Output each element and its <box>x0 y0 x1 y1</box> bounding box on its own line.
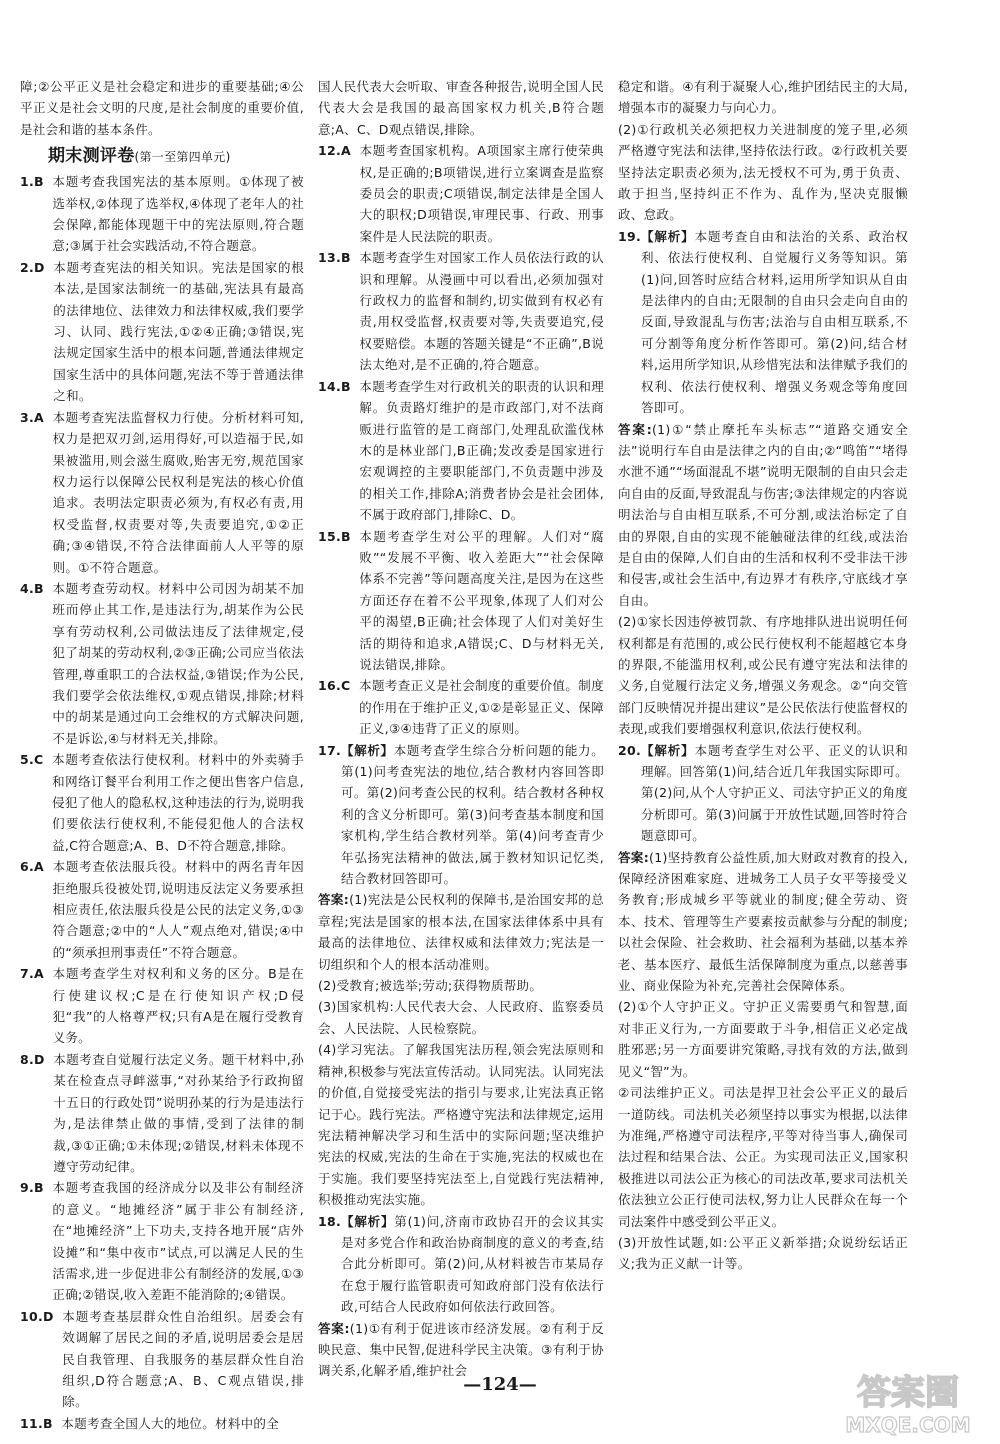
watermark-logo <box>828 1362 988 1438</box>
answer-paragraph: (3)开放性试题,如:公平正义新举措;众说纷纭话正义;我为正义献一计等。 <box>618 1234 908 1272</box>
question-19-answer <box>618 419 908 612</box>
question-number: 8. <box>20 1051 35 1067</box>
answer-label: 答案: <box>618 421 652 437</box>
choice-answer: A <box>34 966 45 982</box>
choice-answer: B <box>341 250 351 266</box>
question-number: 17. <box>318 742 342 758</box>
question-number: 12. <box>318 143 342 159</box>
question-number: 6. <box>20 859 35 875</box>
question-item <box>20 1306 304 1413</box>
question-number: 7. <box>20 966 35 982</box>
question-item <box>20 749 304 856</box>
choice-answer: C <box>34 752 44 768</box>
answer-text: (1)宪法是公民权利的保障书,是治国安邦的总章程;宪法是国家的根本法,在国家法律体系中具有最高的法律地位、法律权威和法律效力;宪法是一切组织和个人的根本活动准则。 <box>318 892 604 972</box>
question-item <box>20 407 304 578</box>
question-number: 18. <box>318 1213 342 1229</box>
analysis-text: 本题考查学生综合分析问题的能力。第(1)问考查宪法的地位,结合教材内容回答即可。第(2)问考查公民的权利。结合教材各种权利的含义分析即可。第(3)问考查基本制度和国家机构,学生结合教材列举。第(4)问考查青少年弘扬宪法精神的做法,属于教材知识记忆类,结合教材回答即可。 <box>341 742 604 887</box>
watermark-title: 答案圈 <box>857 1373 959 1413</box>
question-item <box>20 171 304 257</box>
answer-label: 答案: <box>618 849 650 865</box>
explanation-text: 本题考查学生对行政机关的职责的认识和理解。负责路灯维护的是市政部门,对不法商贩进行监管的是工商部门,处理乱砍滥伐林木的是林业部门,B正确;发改委是国家进行宏观调控的主要职能部门,不负责题中涉及的相关工作,排除A;消费者协会是社会团体,不属于政府部门,排除C、D。 <box>359 378 604 523</box>
right-intro: (2)①行政机关必须把权力关进制度的笼子里,必须严格遵守宪法和法律,坚持依法行政。②行政机关要坚持法定职责必须为,法无授权不可为,勇于负责、敢于担当,坚持纠正不作为、乱作为,坚决克服懒政、怠政。 <box>618 121 908 223</box>
analysis-tag: 【解析】 <box>341 1213 395 1229</box>
question-number: 3. <box>20 409 35 425</box>
question-number: 5. <box>20 752 35 768</box>
choice-answer: C <box>341 678 351 694</box>
choice-answer: D <box>34 1051 45 1067</box>
analysis-tag: 【解析】 <box>641 228 695 244</box>
answer-label: 答案: <box>318 892 350 908</box>
middle-intro: 国人民代表大会听取、审查各种报告,说明全国人民代表大会是我国的最高国家权力机关,B符合题意;A、C、D观点错误,排除。 <box>318 79 604 137</box>
choice-answer: A <box>341 143 352 159</box>
question-item <box>318 675 604 739</box>
question-item <box>318 526 604 676</box>
question-number: 10. <box>20 1308 44 1324</box>
left-items <box>20 171 304 1434</box>
question-number: 16. <box>318 678 342 694</box>
question-item <box>20 1413 304 1434</box>
explanation-text: 本题考查我国宪法的基本原则。①体现了被选举权,②体现了选举权,④体现了老年人的社会保障,都能体现题干中的宪法原则,符合题意;③属于社会实践活动,不符合题意。 <box>52 174 304 254</box>
explanation-text: 本题考查学生对国家工作人员依法行政的认识和理解。从漫画中可以看出,必须加强对行政权力的监督和制约,切实做到有权必有责,用权受监督,权责要对等,失责要追究,侵权要赔偿。本题的答题关键是“不正确”,B说法太绝对,是不正确的,符合题意。 <box>359 250 604 373</box>
explanation-text: 本题考查全国人大的地位。材料中的全 <box>61 1415 280 1431</box>
question-17-answer <box>318 889 604 975</box>
page-number: —124— <box>463 1374 537 1395</box>
question-17-analysis <box>318 740 604 890</box>
question-20-analysis <box>618 740 908 847</box>
question-item <box>20 1177 304 1305</box>
question-item <box>20 963 304 1049</box>
choice-answer: D <box>34 259 45 275</box>
question-19-analysis <box>618 226 908 419</box>
answer-paragraph: ②司法维护正义。司法是捍卫社会公平正义的最后一道防线。司法机关必须坚持以事实为根据,以法律为准绳,严格遵守司法程序,平等对待当事人,确保司法过程和结果合法、公正。为实现司法正义,国家积极推进以司法公正为核心的司法改革,要求司法机关依法独立公正行使司法权,努力让人民群众在每一个司法案件中感受到公平正义。 <box>618 1085 908 1229</box>
choice-answer: B <box>341 528 351 544</box>
section-title-text: 期末测评卷 <box>48 146 135 167</box>
choice-answer: B <box>34 1180 44 1196</box>
section-subtitle: (第一至第四单元) <box>134 150 231 165</box>
explanation-text: 本题考查依法服兵役。材料中的两名青年因拒绝服兵役被处罚,说明违反法定义务要承担相应责任,依法服兵役是公民的法定义务,①③符合题意;②中的“人人”观点绝对,错误;④中的“须承担刑事责任”不符合题意。 <box>52 859 304 960</box>
explanation-text: 本题考查学生对权利和义务的区分。B是在行使建议权;C是在行使知识产权;D侵犯“我”的人格尊严权;只有A是在履行受教育义务。 <box>52 966 304 1046</box>
answer-paragraph: (3)国家机构:人民代表大会、人民政府、监察委员会、人民法院、人民检察院。 <box>318 999 604 1036</box>
question-item <box>318 140 604 247</box>
analysis-tag: 【解析】 <box>641 742 695 758</box>
analysis-tag: 【解析】 <box>341 742 394 758</box>
question-item <box>20 1049 304 1177</box>
question-number: 14. <box>318 378 342 394</box>
explanation-text: 本题考查自觉履行法定义务。题干材料中,孙某在检查点寻衅滋事,“对孙某给予行政拘留十五日的行政处罚”说明孙某的行为是违法行为,是法律禁止做的事情,受到了法律的制裁,③①正确;①未体现;②错误,材料未体现不遵守劳动纪律。 <box>53 1051 304 1174</box>
explanation-text: 本题考查依法行使权利。材料中的外卖骑手和网络订餐平台利用工作之便出售客户信息,侵犯了他人的隐私权,这种违法的行为,说明我们要依法行使权利,不能侵犯他人的合法权益,C符合题意;A、B、D不符合题意,排除。 <box>52 752 304 853</box>
right-column <box>618 76 908 1376</box>
answer-paragraph: (2)受教育;被选举;劳动;获得物质帮助。 <box>318 978 543 994</box>
question-item <box>318 376 604 526</box>
question-item <box>318 247 604 375</box>
answer-paragraph: (4)学习宪法。了解我国宪法历程,领会宪法原则和精神,积极参与宪法宣传活动。认同宪法。认同宪法的价值,自觉接受宪法的指引与要求,让宪法真正铭记于心。践行宪法。严格遵守宪法和法律规定,运用宪法精神解决学习和生活中的实际问题;坚决维护宪法的权威,宪法的生命在于实施,宪法的权威也在于实施。我们要坚持宪法至上,自觉践行宪法精神,积极推动宪法实施。 <box>318 1042 604 1208</box>
right-intro: 稳定和谐。④有利于凝聚人心,维护团结民主的大局,增强本市的凝聚力与向心力。 <box>618 79 908 116</box>
watermark-url: MXQE.COM <box>845 1413 971 1437</box>
explanation-text: 本题考查我国的经济成分以及非公有制经济的意义。“地摊经济”属于非公有制经济,在“地摊经济”上下功夫,支持各地开展“店外设摊”和“集中夜市”试点,可以满足人民的生活需求,进一步促进非公有制经济的发展,①③正确;②错误,收入差距不能消除的;④错误。 <box>52 1180 304 1303</box>
answer-text: (1)①有利于促进该市经济发展。②有利于反映民意、集中民智,促进科学民主决策。③有利于协调关系,化解矛盾,维护社会 <box>318 1320 605 1379</box>
question-20-answer <box>618 847 908 997</box>
question-number: 2. <box>20 259 35 275</box>
explanation-text: 本题考查正义是社会制度的重要价值。制度的作用在于维护正义,①②是彰显正义、保障正义,③④违背了正义的原则。 <box>359 678 604 737</box>
answer-text: (1)坚持教育公益性质,加大财政对教育的投入,保障经济困难家庭、进城务工人员子女平等接受义务教育;形成城乡平等就业的制度;健全劳动、资本、技术、管理等生产要素按贡献参与分配的制度;以社会保险、社会救助、社会福利为基础,以基本养老、基本医疗、最低生活保障制度为重点,以慈善事业、商业保险为补充,完善社会保障体系。 <box>618 849 908 994</box>
question-item <box>20 257 304 407</box>
choice-answer: B <box>34 580 44 596</box>
choice-answer: D <box>43 1308 54 1324</box>
explanation-text: 本题考查基层群众性自治组织。居委会有效调解了居民之间的矛盾,说明居委会是居民自我管理、自我服务的基层群众性自治组织,D符合题意;A、B、C观点错误,排除。 <box>62 1308 304 1410</box>
choice-answer: A <box>34 859 45 875</box>
explanation-text: 本题考查宪法监督权力行使。分析材料可知,权力是把双刃剑,运用得好,可以造福于民,如果被滥用,则会滋生腐败,贻害无穷,规范国家权力运行以保障公民权利是宪法的核心价值追求。表明法定职责必须为,有权必有责,用权受监督,权责要对等,失责要追究,①②正确;③④错误,不符合法律面前人人平等的原则。①不符合题意。 <box>52 409 304 575</box>
question-18-analysis <box>318 1211 604 1318</box>
question-item <box>20 856 304 963</box>
explanation-text: 本题考查宪法的相关知识。宪法是国家的根本法,是国家法制统一的基础,宪法具有最高的法律地位、法律效力和法律权威,我们要学习、认同、践行宪法,①②④正确;③错误,宪法规定国家生活中的根本问题,普通法律规定国家生活中的具体问题,宪法不等于普通法律之和。 <box>53 259 304 404</box>
middle-items <box>318 140 604 739</box>
question-number: 19. <box>618 228 642 244</box>
question-number: 13. <box>318 250 342 266</box>
choice-answer: A <box>34 409 45 425</box>
left-intro: 障;②公平正义是社会稳定和进步的重要基础;④公平正义是社会文明的尺度,是社会制度的重要价值,是社会和谐的基本条件。 <box>20 79 304 137</box>
choice-answer: B <box>341 378 351 394</box>
choice-answer: B <box>43 1415 53 1431</box>
explanation-text: 本题考查国家机构。A项国家主席行使荣典权,是正确的;B项错误,进行立案调查是监察委员会的职责;C项错误,制定法律是全国人大的职权;D项错误,审理民事、行政、刑事案件是人民法院的职责。 <box>359 143 604 244</box>
question-number: 9. <box>20 1180 35 1196</box>
analysis-text: 第(1)问,济南市政协召开的会议其实是对多党合作和政治协商制度的意义的考查,结合此分析即可。第(2)问,从材料被告市某局存在怠于履行监管职责可知政府部门没有依法行政,可结合人民政府如何依法行政回答。 <box>341 1213 604 1315</box>
question-number: 20. <box>618 742 642 758</box>
question-number: 1. <box>20 174 35 190</box>
question-number: 15. <box>318 528 342 544</box>
answer-paragraph: (2)①个人守护正义。守护正义需要勇气和智慧,面对非正义行为,一方面要敢于斗争,相信正义必定战胜邪恶;另一方面要讲究策略,寻找有效的方法,做到见义“智”为。 <box>618 999 908 1079</box>
section-title <box>48 142 304 171</box>
answer-paragraph: (2)①家长因违停被罚款、有序地排队进出说明任何权利都是有范围的,或公民行使权利不能超越它本身的界限,不能滥用权利,或公民有遵守宪法和法律的义务,自觉履行法定义务,增强义务观念。②“向交管部门反映情况并提出建议”是公民依法行使监督权的表现,或我们要增强权利意识,依法行使权利。 <box>618 614 908 737</box>
question-item <box>20 578 304 749</box>
explanation-text: 本题考查学生对公平的理解。人们对“腐败”“发展不平衡、收入差距大”“社会保障体系不完善”等问题高度关注,是因为在这些方面还存在着不公平现象,体现了人们对公平的渴望,B正确;社会体现了人们对美好生活的期待和追求,A错误;C、D与材料无关,说法错误,排除。 <box>359 528 604 672</box>
choice-answer: B <box>34 174 44 190</box>
left-column <box>20 76 304 1431</box>
question-number: 4. <box>20 580 35 596</box>
answer-label: 答案: <box>318 1320 350 1336</box>
answer-text: (1)①“禁止摩托车头标志”“道路交通安全法”说明行车自由是法律之内的自由;②“鸣笛”“堵得水泄不通”“场面混乱不堪”说明无限制的自由只会走向自由的反面,导致混乱与伤害;③法律规定的内容说明法治与自由相互联系,不可分割,或法治标定了自由的界限,自由的实现不能触碰法律的红线,或法治是自由的保障,人们自由的生活和权利不受非法干涉和侵害,或社会生活中,有边界才有秩序,守底线才享自由。 <box>618 421 908 608</box>
middle-column <box>318 76 605 1379</box>
analysis-text: 本题考查自由和法治的关系、政治权利、依法行使权利、自觉履行义务等知识。第(1)问,回答时应结合材料,运用所学知识从自由是法律内的自由;无限制的自由只会走向自由的反面,导致混乱与伤害;法治与自由相互联系,不可分割等角度分析作答即可。第(2)问,结合材料,运用所学知识,从珍惜宪法和法律赋予我们的权利、依法行使权利、增强义务观念等角度回答即可。 <box>641 228 908 416</box>
explanation-text: 本题考查劳动权。材料中公司因为胡某不加班而停止其工作,是违法行为,胡某作为公民享有劳动权利,公司做法违反了法律规定,侵犯了胡某的劳动权利,②③正确;公司应当依法管理,尊重职工的合法权益,③错误;作为公民,我们要学会依法维权,①观点错误,排除;材料中的胡某是通过向工会维权的方式解决问题,不是诉讼,④与材料无关,排除。 <box>52 580 304 746</box>
question-18-answer <box>318 1318 604 1382</box>
question-number: 11. <box>20 1415 44 1431</box>
analysis-text: 本题考查学生对公平、正义的认识和理解。回答第(1)问,结合近几年我国实际即可。第(2)问,从个人守护正义、司法守护正义的角度分析即可。第(3)问属于开放性试题,回答时符合题意即可。 <box>641 742 908 844</box>
